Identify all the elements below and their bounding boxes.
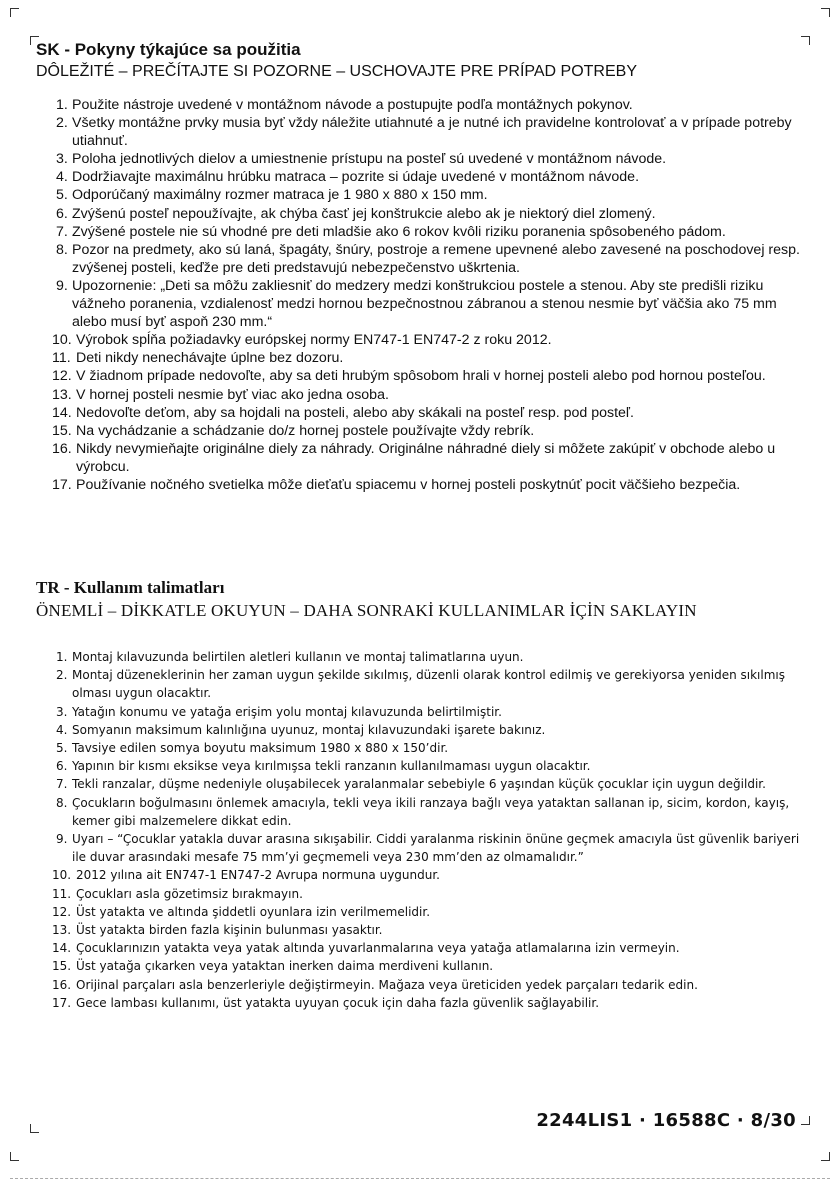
crop-mark-bottom-right (821, 1152, 830, 1161)
list-item-text: Upozornenie: „Deti sa môžu zakliesniť do medzery medzi konštrukciou postele a stenou. Aby ste predišli riziku vážneho poranenia, vzdialenosť medzi hornou bezpečnostnou zábranou a stenou nesmie byť väčšia ako 75 mm alebo musí byť aspoň 230 mm.“ (72, 277, 777, 331)
section-tr-title: TR - Kullanım talimatları (36, 578, 225, 597)
list-item-number: 12. (52, 368, 72, 385)
list-item (56, 150, 806, 168)
list-item (56, 830, 806, 866)
list-item (52, 921, 806, 939)
list-item-number: 2. (56, 668, 68, 683)
list-item (56, 721, 806, 739)
list-item (56, 648, 806, 666)
section-tr-list (52, 648, 806, 1012)
list-item-text: Na vychádzanie a schádzanie do/z hornej postele používajte vždy rebrík. (76, 422, 535, 439)
list-item (52, 331, 806, 349)
crop-mark-bottom-left (10, 1152, 19, 1161)
list-item-text: Orijinal parçaları asla benzerleriyle değiştirmeyin. Mağaza veya üreticiden yedek parçaları tedarik edin. (76, 977, 698, 992)
list-item (52, 349, 806, 367)
list-item (52, 976, 806, 994)
list-item-number: 17. (52, 476, 72, 493)
list-item-text: Zvýšenú posteľ nepoužívajte, ak chýba časť jej konštrukcie alebo ak je niektorý diel zlomený. (72, 205, 656, 222)
crop-mark-inner-bottom-right (801, 1116, 810, 1125)
list-item (56, 205, 806, 223)
list-item-number: 8. (56, 795, 68, 810)
list-item-text: Üst yatağa çıkarken veya yataktan inerken daima merdiveni kullanın. (76, 959, 494, 974)
trim-line (10, 1178, 830, 1179)
list-item-number: 3. (56, 151, 68, 168)
list-item-text: Yatağın konumu ve yatağa erişim yolu montaj kılavuzunda belirtilmiştir. (72, 704, 502, 719)
list-item (56, 277, 806, 331)
list-item-number: 5. (56, 187, 68, 204)
list-item-text: Tavsiye edilen somya boyutu maksimum 1980 x 880 x 150’dir. (72, 741, 449, 756)
list-item-number: 9. (56, 277, 68, 294)
list-item (56, 96, 806, 114)
list-item-number: 17. (52, 995, 72, 1010)
crop-mark-inner-bottom-left (30, 1124, 39, 1133)
list-item-number: 11. (52, 886, 72, 901)
list-item-number: 11. (52, 350, 71, 367)
section-tr-subtitle: ÖNEMLİ – DİKKATLE OKUYUN – DAHA SONRAKİ KULLANIMLAR İÇİN SAKLAYIN (36, 601, 697, 620)
list-item (56, 775, 806, 793)
list-item-number: 4. (56, 722, 68, 737)
list-item-number: 10. (52, 332, 72, 349)
list-item-number: 6. (56, 759, 68, 774)
page-reference: 2244LIS1 · 16588C · 8/30 (536, 1110, 796, 1131)
list-item-text: Všetky montážne prvky musia byť vždy náležite utiahnuté a je nutné ich pravidelne kontrolovať a v prípade potreby utiahnuť. (72, 115, 792, 150)
list-item-number: 15. (52, 422, 72, 439)
list-item-text: Montaj kılavuzunda belirtilen aletleri kullanın ve montaj talimatlarına uyun. (72, 650, 524, 664)
list-item-number: 13. (52, 386, 72, 403)
list-item-text: Çocukların boğulmasını önlemek amacıyla, tekli veya ikili ranzaya bağlı veya yataktan sallanan ip, sicim, kordon, kayış, kemer gibi malzemelere dikkat edin. (72, 795, 790, 828)
list-item-number: 2. (56, 115, 68, 132)
list-item (56, 703, 806, 721)
list-item-text: 2012 yılına ait EN747-1 EN747-2 Avrupa normuna uygundur. (76, 868, 440, 883)
list-item-text: V hornej posteli nesmie byť viac ako jedna osoba. (76, 386, 389, 403)
list-item-number: 5. (56, 741, 68, 756)
list-item-text: Použite nástroje uvedené v montážnom návode a postupujte podľa montážnych pokynov. (72, 97, 633, 113)
list-item-text: Odporúčaný maximálny rozmer matraca je 1 980 x 880 x 150 mm. (72, 187, 488, 204)
list-item-text: Tekli ranzalar, düşme nedeniyle oluşabilecek yaralanmalar sebebiyle 6 yaşından küçük çocuklar için uygun değildir. (72, 777, 766, 792)
list-item-text: Çocuklarınızın yatakta veya yatak altında yuvarlanmalarına veya yatağa atlamalarına izin vermeyin. (76, 941, 680, 956)
list-item (52, 866, 806, 884)
list-item-text: Montaj düzeneklerinin her zaman uygun şekilde sıkılmış, düzenli olarak kontrol edilmiş ve gerekiyorsa yeniden sıkılmış olması uygun olacaktır. (72, 668, 785, 701)
list-item (56, 794, 806, 830)
section-sk-title: SK - Pokyny týkajúce sa použitia (36, 40, 301, 59)
list-item (56, 168, 806, 186)
list-item-number: 13. (52, 923, 72, 938)
list-item-number: 7. (56, 777, 68, 792)
list-item-text: Nikdy nevymieňajte originálne diely za náhrady. Originálne náhradné diely si môžete zakúpiť v obchode alebo u výrobcu. (76, 440, 776, 475)
list-item (52, 422, 806, 440)
list-item (52, 994, 806, 1012)
list-item (56, 241, 806, 277)
list-item-number: 16. (52, 977, 72, 992)
section-sk-subtitle: DÔLEŽITÉ – PREČÍTAJTE SI POZORNE – USCHOVAJTE PRE PRÍPAD POTREBY (36, 63, 637, 80)
list-item-number: 14. (52, 404, 72, 421)
list-item (52, 476, 806, 494)
list-item-number: 8. (56, 241, 68, 258)
section-sk (36, 40, 806, 494)
list-item (52, 367, 806, 385)
list-item-text: Výrobok spĺňa požiadavky európskej normy EN747-1 EN747-2 z roku 2012. (76, 332, 552, 349)
list-item-text: Üst yatakta birden fazla kişinin bulunması yasaktır. (76, 923, 383, 938)
list-item-number: 12. (52, 904, 72, 919)
list-item-text: Gece lambası kullanımı, üst yatakta uyuyan çocuk için daha fazla güvenlik sağlayabilir. (76, 995, 600, 1010)
crop-mark-top-right (821, 8, 830, 17)
list-item (56, 114, 806, 150)
list-item-number: 14. (52, 941, 72, 956)
list-item (52, 404, 806, 422)
list-item-text: Üst yatakta ve altında şiddetli oyunlara izin verilmemelidir. (76, 904, 431, 919)
list-item (52, 386, 806, 404)
list-item-number: 4. (56, 169, 68, 186)
list-item-number: 7. (56, 223, 68, 240)
list-item-text: Zvýšené postele nie sú vhodné pre deti mladšie ako 6 rokov kvôli riziku poranenia spôsobeného pádom. (72, 223, 726, 240)
list-item-text: Nedovoľte deťom, aby sa hojdali na posteli, alebo aby skákali na posteľ resp. pod posteľ. (76, 404, 634, 421)
list-item-text: V žiadnom prípade nedovoľte, aby sa deti hrubým spôsobom hrali v hornej posteli alebo pod hornou posteľou. (76, 368, 766, 385)
section-tr (36, 578, 806, 1012)
list-item-text: Uyarı – “Çocuklar yatakla duvar arasına sıkışabilir. Ciddi yaralanma riskinin önüne geçmek amacıyla üst güvenlik bariyeri ile duvar arasındaki mesafe 75 mm’yi geçmemeli veya 230 mm’den az olmamalıdır.” (72, 832, 800, 865)
list-item-number: 1. (56, 97, 68, 113)
crop-mark-top-left (10, 8, 19, 17)
list-item-number: 3. (56, 704, 68, 719)
list-item (52, 903, 806, 921)
list-item-text: Somyanın maksimum kalınlığına uyunuz, montaj kılavuzundaki işarete bakınız. (72, 722, 546, 737)
list-item (56, 757, 806, 775)
list-item (52, 440, 806, 476)
list-item-text: Používanie nočného svetielka môže dieťaťu spiacemu v hornej posteli poskytnúť pocit väčšieho bezpečia. (76, 476, 741, 493)
list-item-text: Pozor na predmety, ako sú laná, špagáty, šnúry, postroje a remene upevnené alebo zavesené na poschodovej resp. zvýšenej posteli, keďže pre deti predstavujú nebezpečenstvo uškrtenia. (72, 241, 800, 276)
list-item-text: Poloha jednotlivých dielov a umiestnenie prístupu na posteľ sú uvedené v montážnom návode. (72, 151, 667, 168)
list-item (52, 939, 806, 957)
list-item-text: Yapının bir kısmı eksikse veya kırılmışsa tekli ranzanın kullanılmaması uygun olacaktır. (72, 759, 591, 774)
list-item (56, 223, 806, 241)
list-item (56, 666, 806, 702)
list-item (52, 957, 806, 975)
list-item-text: Çocukları asla gözetimsiz bırakmayın. (76, 886, 303, 901)
list-item-number: 16. (52, 440, 72, 457)
list-item-text: Dodržiavajte maximálnu hrúbku matraca – pozrite si údaje uvedené v montážnom návode. (72, 169, 640, 186)
list-item (56, 739, 806, 757)
list-item-number: 6. (56, 205, 68, 222)
list-item-number: 9. (56, 832, 68, 847)
list-item-number: 1. (56, 650, 68, 664)
list-item-number: 15. (52, 959, 72, 974)
list-item (52, 885, 806, 903)
section-sk-list (52, 96, 806, 494)
list-item-number: 10. (52, 868, 72, 883)
list-item-text: Deti nikdy nenechávajte úplne bez dozoru. (76, 350, 344, 367)
list-item (56, 186, 806, 204)
